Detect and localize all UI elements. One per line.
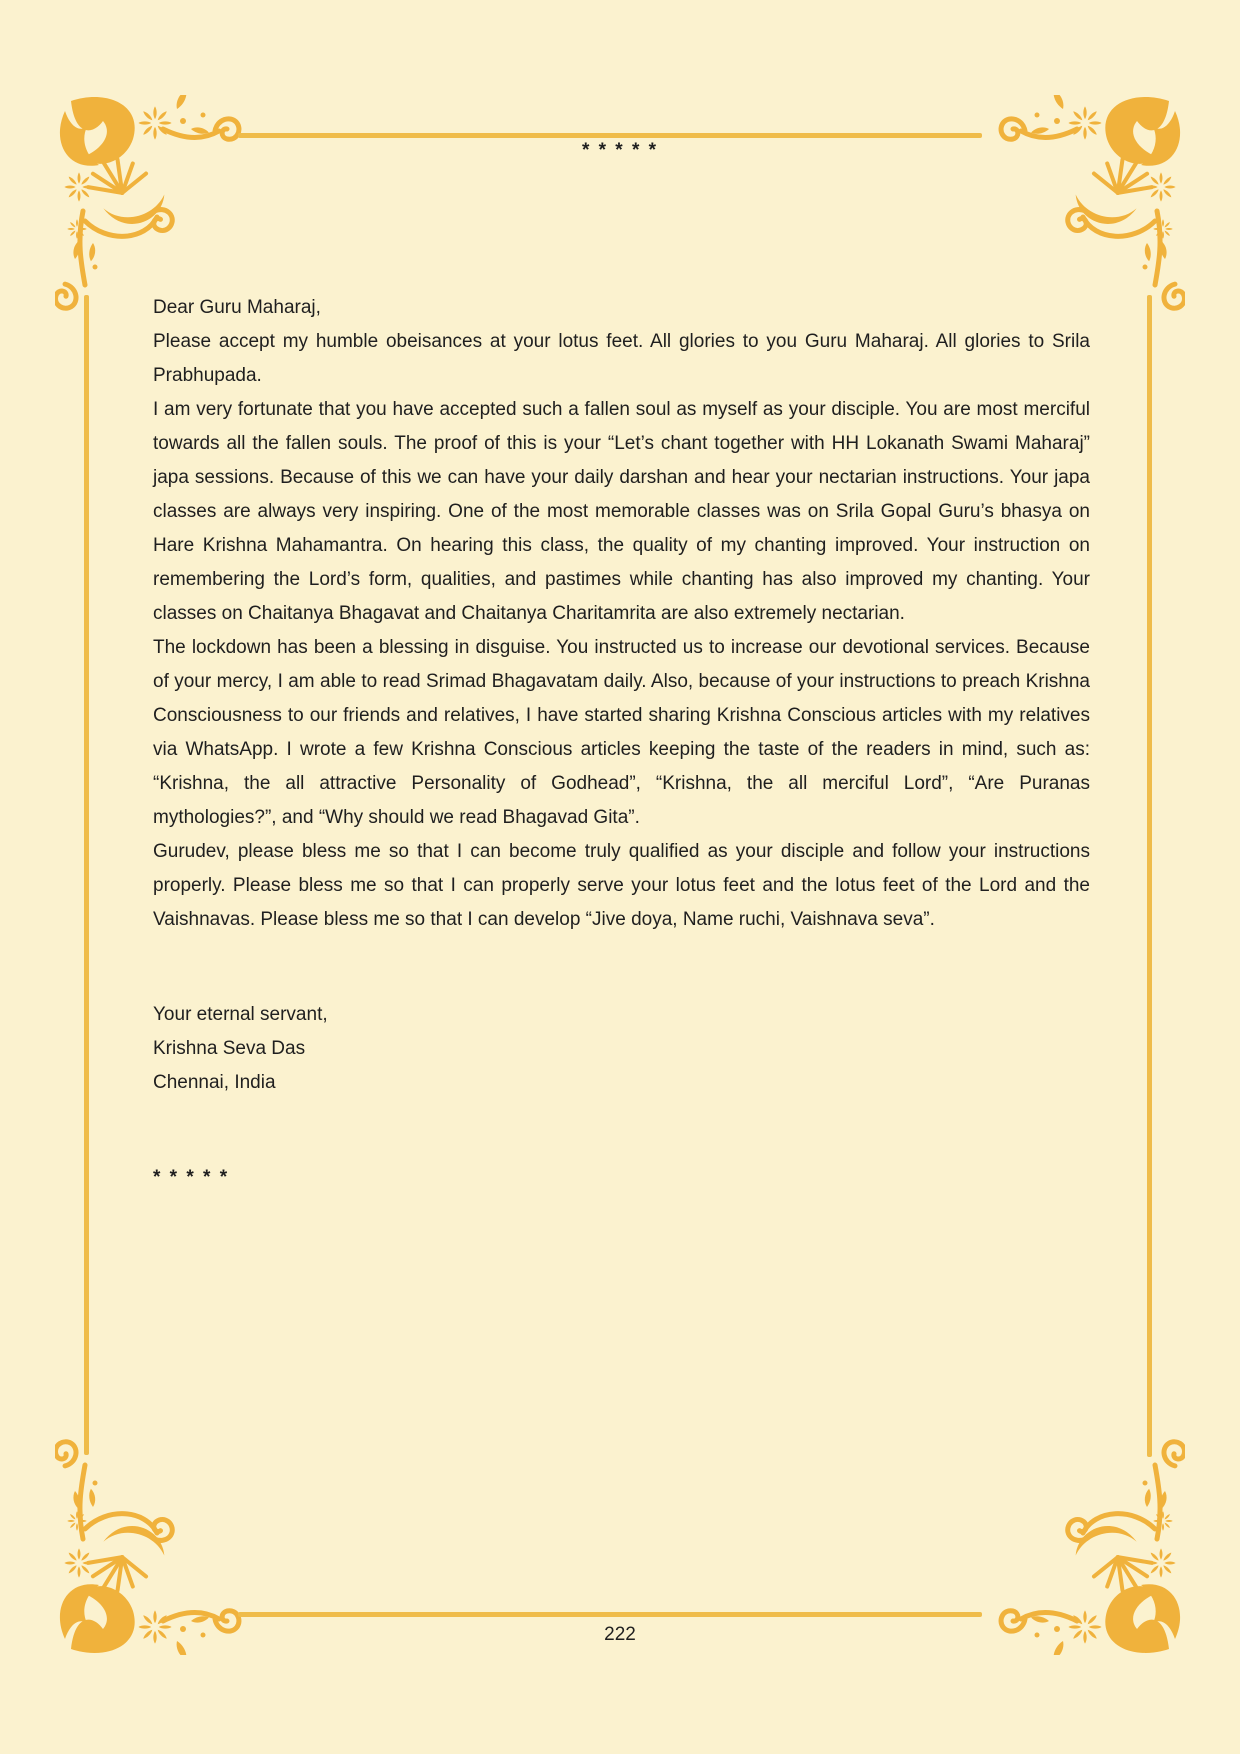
- section-separator-bottom: * * * * *: [153, 1167, 230, 1188]
- paragraph-obeisances: Please accept my humble obeisances at your lotus feet. All glories to you Guru Maharaj. All glories to Srila Prabhupada.: [153, 331, 1090, 386]
- frame-line-right: [1147, 295, 1152, 1457]
- frame-line-bottom: [238, 1612, 982, 1617]
- floral-corner-ornament-top-right: [985, 95, 1185, 315]
- signature-name: Krishna Seva Das: [153, 1038, 306, 1059]
- floral-corner-ornament-top-left: [55, 95, 255, 315]
- paragraph-japa-sessions: I am very fortunate that you have accepted such a fallen soul as myself as your disciple. You are most merciful towards all the fallen souls. The proof of this is your “Let’s chant together with HH Lokanath Swami Maharaj” japa sessions. Because of this we can have your daily darshan and hear your nectarian instructions. Your japa classes are always very inspiring. One of the most memorable classes was on Srila Gopal Guru’s bhasya on Hare Krishna Mahamantra. On hearing this class, the quality of my chanting improved. Your instruction on remembering the Lord’s form, qualities, and pastimes while chanting has also improved my chanting. Your classes on Chaitanya Bhagavat and Chaitanya Charitamrita are also extremely nectarian.: [153, 399, 1090, 624]
- paragraph-blessings: Gurudev, please bless me so that I can become truly qualified as your disciple and follow your instructions properly. Please bless me so that I can properly serve your lotus feet and the lotus feet of the Lord and the Vaishnavas. Please bless me so that I can develop “Jive doya, Name ruchi, Vaishnava seva”.: [153, 841, 1090, 930]
- page-number: 222: [604, 1624, 636, 1645]
- valediction: Your eternal servant,: [153, 1004, 328, 1025]
- frame-line-left: [84, 295, 89, 1455]
- salutation: Dear Guru Maharaj,: [153, 297, 321, 318]
- signature-location: Chennai, India: [153, 1072, 276, 1093]
- floral-corner-ornament-bottom-left: [55, 1435, 255, 1655]
- letter-body: [153, 291, 1090, 1195]
- floral-corner-ornament-bottom-right: [985, 1435, 1185, 1655]
- paragraph-lockdown: The lockdown has been a blessing in disguise. You instructed us to increase our devotional services. Because of your mercy, I am able to read Srimad Bhagavatam daily. Also, because of your instructions to preach Krishna Consciousness to our friends and relatives, I have started sharing Krishna Conscious articles with my relatives via WhatsApp. I wrote a few Krishna Conscious articles keeping the taste of the readers in mind, such as: “Krishna, the all attractive Personality of Godhead”, “Krishna, the all merciful Lord”, “Are Puranas mythologies?”, and “Why should we read Bhagavad Gita”.: [153, 637, 1090, 828]
- frame-line-top: [238, 133, 982, 138]
- section-separator-top: * * * * *: [581, 140, 659, 161]
